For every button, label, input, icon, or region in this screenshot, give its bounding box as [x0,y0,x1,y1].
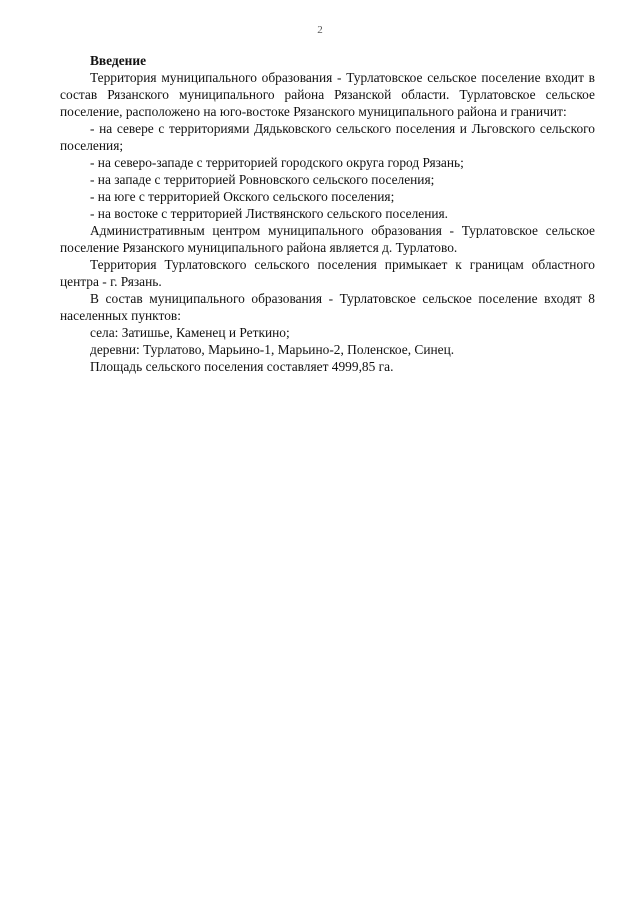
section-heading: Введение [90,53,147,68]
paragraph-regional-center: Территория Турлатовского сельского поселения примыкает к границам областного центра - г. Рязань. [60,257,595,289]
page-number: 2 [317,24,323,36]
document-body [60,52,595,375]
paragraph-administrative-center: Административным центром муниципального образования - Турлатовское сельское поселение Рязанского муниципального района является д. Турлатово. [60,223,595,255]
paragraph-border-northwest: - на северо-западе с территорией городского округа город Рязань; [90,155,464,170]
paragraph-border-north: - на севере с территориями Дядьковского сельского поселения и Льговского сельского поселения; [60,121,595,153]
paragraph-territory-intro: Территория муниципального образования - Турлатовское сельское поселение входит в состав Рязанского муниципального района Рязанской области. Турлатовское сельское поселение, расположено на юго-востоке Рязанского муниципального района и граничит: [60,70,595,119]
paragraph-border-west: - на западе с территорией Ровновского сельского поселения; [90,172,435,187]
paragraph-border-south: - на юге с территорией Окского сельского поселения; [90,189,395,204]
paragraph-villages-sela: села: Затишье, Каменец и Реткино; [90,325,290,340]
paragraph-settlements-count: В состав муниципального образования - Турлатовское сельское поселение входят 8 населенных пунктов: [60,291,595,323]
paragraph-villages-derevni: деревни: Турлатово, Марьино-1, Марьино-2, Поленское, Синец. [90,342,455,357]
paragraph-border-east: - на востоке с территорией Листвянского сельского поселения. [90,206,449,221]
paragraph-area: Площадь сельского поселения составляет 4999,85 га. [90,359,394,374]
